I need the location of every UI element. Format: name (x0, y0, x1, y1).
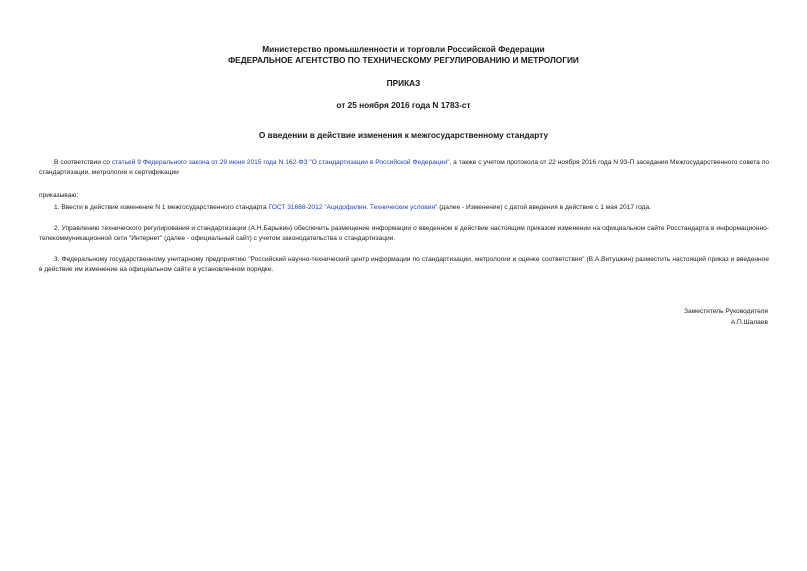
signature-position: Заместитель Руководителя (684, 308, 768, 315)
item-3-paragraph: 3. Федеральному государственному унитарному предприятию "Российский научно-технический центр информации по стандартизации, метрологии и оценке соответствия" (В.А.Витушкин) разместить настоящий приказ и введенное в действие им изменение на официальном сайте в установленном порядке. (39, 256, 769, 273)
agency-title: ФЕДЕРАЛЬНОЕ АГЕНТСТВО ПО ТЕХНИЧЕСКОМУ РЕГУЛИРОВАНИЮ И МЕТРОЛОГИИ (228, 55, 579, 65)
gost-link[interactable]: ГОСТ 31668-2012 "Ацидофилин. Технические условия" (268, 204, 438, 211)
document-date-number: от 25 ноября 2016 года N 1783-ст (336, 100, 471, 110)
ministry-title: Министерство промышленности и торговли Российской Федерации (262, 44, 545, 54)
item-1-paragraph (39, 203, 769, 213)
item-1-lead: 1. Ввести в действие изменение N 1 межгосударственного стандарта (54, 204, 269, 211)
preamble-paragraph (39, 158, 769, 178)
order-word: приказываю: (39, 192, 79, 199)
document-type: ПРИКАЗ (386, 78, 421, 88)
item-2-paragraph: 2. Управлению технического регулирования и стандартизации (А.Н.Барыкин) обеспечить размещение информации о введенном в действие настоящим приказом изменении на официальном сайте Росстандарта в информационно-телекоммуникационной сети "Интернет" (далее - официальный сайт) с учетом законодательства о стандартизации. (39, 225, 769, 242)
preamble-rest: , а также с учетом протокола от 22 ноября 2016 года N 93-П заседания Межгосударственного совета по стандартизации, метрологии и сертификации (39, 159, 769, 176)
law-link[interactable]: статьей 9 Федерального закона от 29 июня 2015 года N 162-ФЗ "О стандартизации в Российской Федерации" (111, 159, 450, 166)
document-subject: О введении в действие изменения к межгосударственному стандарту (258, 130, 549, 140)
preamble-lead: В соответствии со (54, 159, 112, 166)
signature-name: А.П.Шалаев (730, 319, 768, 326)
item-1-rest: (далее - Изменение) с датой введения в действие с 1 мая 2017 года. (437, 204, 651, 211)
